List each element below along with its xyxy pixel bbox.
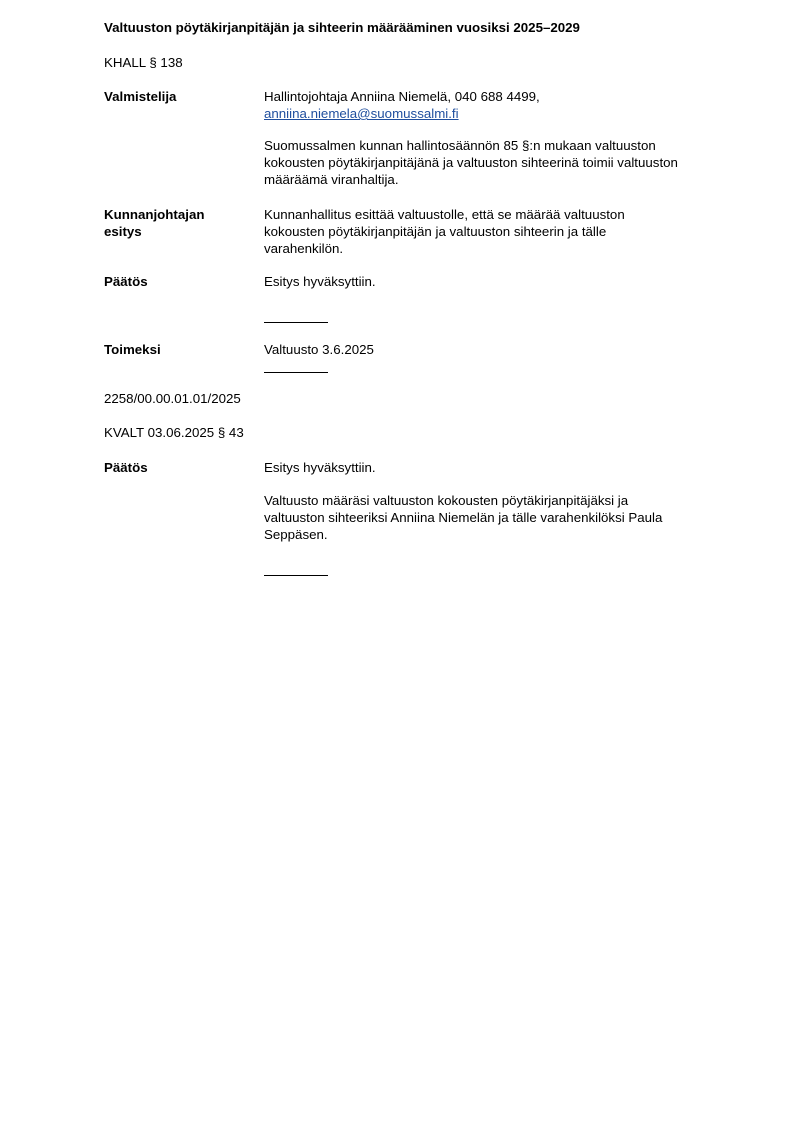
paragraph-line: varahenkilön. [264, 241, 344, 256]
record-id: 2258/00.00.01.01/2025 [104, 391, 241, 406]
document-title: Valtuuston pöytäkirjanpitäjän ja sihteerin määrääminen vuosiksi 2025–2029 [104, 20, 580, 35]
paatos-paragraph [264, 492, 734, 543]
valmistelija-paragraph [264, 137, 734, 188]
valmistelija-body [264, 88, 734, 122]
esitys-label-line: esitys [104, 224, 142, 239]
kvalt-reference: KVALT 03.06.2025 § 43 [104, 425, 244, 440]
toimeksi-label: Toimeksi [104, 342, 161, 357]
paatos-text: Esitys hyväksyttiin. [264, 460, 376, 475]
esitys-label-line: Kunnanjohtajan [104, 207, 205, 222]
email-link[interactable]: anniina.niemela@suomussalmi.fi [264, 106, 459, 121]
paragraph-line: Suomussalmen kunnan hallintosäännön 85 §:n mukaan valtuuston [264, 138, 656, 153]
paatos-label: Päätös [104, 460, 148, 475]
khall-reference: KHALL § 138 [104, 55, 183, 70]
paragraph-line: määräämä viranhaltija. [264, 172, 399, 187]
paragraph-line: Seppäsen. [264, 527, 328, 542]
esitys-label [104, 206, 204, 240]
paragraph-line: Valtuusto määräsi valtuuston kokousten pöytäkirjanpitäjäksi ja [264, 493, 629, 508]
toimeksi-text: Valtuusto 3.6.2025 [264, 342, 374, 357]
paragraph-line: kokousten pöytäkirjanpitäjän ja valtuuston sihteerin ja tälle [264, 224, 607, 239]
valmistelija-line: Hallintojohtaja Anniina Niemelä, 040 688 4499, [264, 89, 540, 104]
divider-line [264, 322, 328, 323]
valmistelija-label: Valmistelija [104, 89, 177, 104]
paragraph-line: kokousten pöytäkirjanpitäjänä ja valtuuston sihteerinä toimii valtuuston [264, 155, 678, 170]
paragraph-line: Kunnanhallitus esittää valtuustolle, että se määrää valtuuston [264, 207, 625, 222]
paatos-text: Esitys hyväksyttiin. [264, 274, 376, 289]
paatos-label: Päätös [104, 274, 148, 289]
divider-line [264, 372, 328, 373]
esitys-body [264, 206, 734, 257]
divider-line [264, 575, 328, 576]
paragraph-line: valtuuston sihteeriksi Anniina Niemelän ja tälle varahenkilöksi Paula [264, 510, 663, 525]
